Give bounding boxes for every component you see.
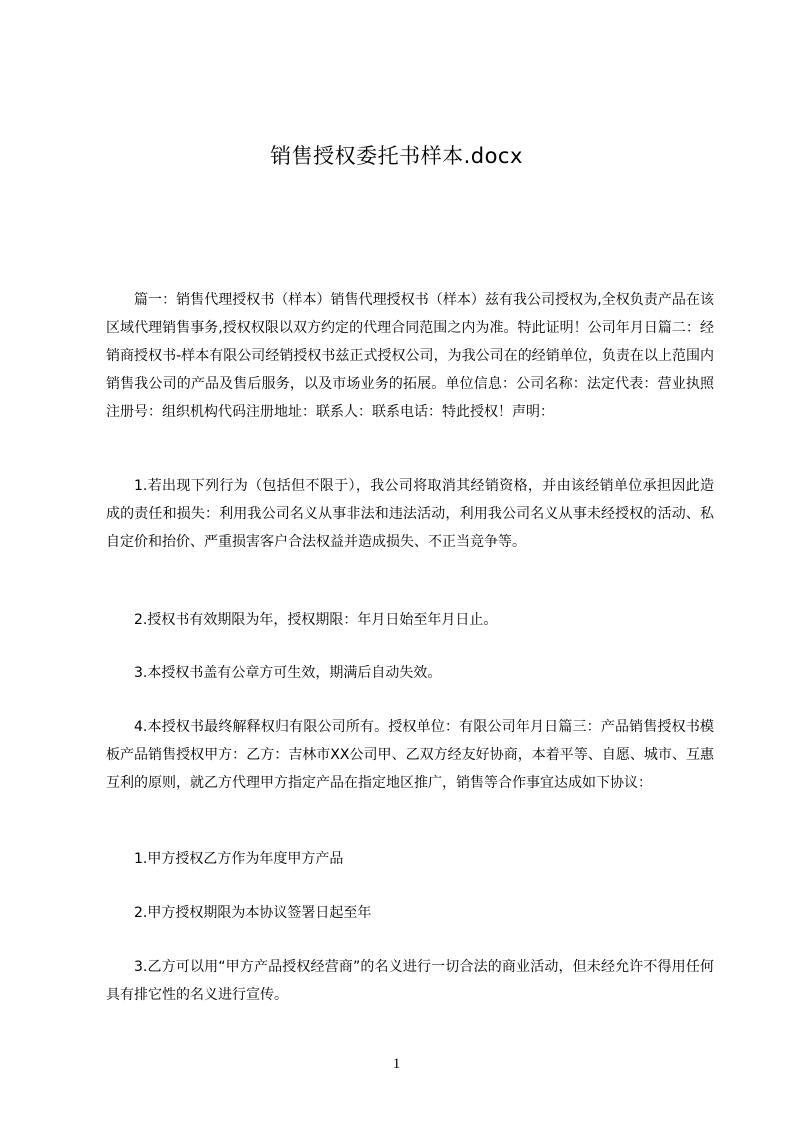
paragraph-item-2: 2.授权书有效期限为年，授权期限：年月日始至年月日止。 — [134, 612, 498, 628]
paragraph-agreement-2: 2.甲方授权期限为本协议签署日起至年 — [134, 905, 372, 921]
paragraph-item-3: 3.本授权书盖有公章方可生效，期满后自动失效。 — [134, 665, 442, 681]
document-title: 销售授权委托书样本.docx — [270, 144, 523, 168]
paragraph-agreement-3: 3.乙方可以用“甲方产品授权经营商”的名义进行一切合法的商业活动，但未经允许不得用任何具有排它性的名义进行宣传。 — [106, 959, 714, 1003]
paragraph-intro: 篇一：销售代理授权书（样本）销售代理授权书（样本）兹有我公司授权为,全权负责产品在该区域代理销售事务,授权权限以双方约定的代理合同范围之内为准。特此证明！公司年月日篇二：经销商授权书-样本有限公司经销授权书兹正式授权公司，为我公司在的经销单位，负责在以上范围内销售我公司的产品及售后服务，以及市场业务的拓展。单位信息：公司名称：法定代表：营业执照注册号：组织机构代码注册地址：联系人：联系电话：特此授权！声明： — [106, 292, 714, 420]
paragraph-item-1: 1.若出现下列行为（包括但不限于），我公司将取消其经销资格，并由该经销单位承担因此造成的责任和损失：利用我公司名义从事非法和违法活动，利用我公司名义从事未经授权的活动、私自定价和抬价、严重损害客户合法权益并造成损失、不正当竞争等。 — [106, 478, 714, 550]
page-number: 1 — [392, 1056, 401, 1072]
paragraph-item-4: 4.本授权书最终解释权归有限公司所有。授权单位：有限公司年月日篇三：产品销售授权书模板产品销售授权甲方：乙方：吉林市XX公司甲、乙双方经友好协商，本着平等、自愿、城市、互惠互利的原则，就乙方代理甲方指定产品在指定地区推广，销售等合作事宜达成如下协议： — [106, 719, 714, 791]
paragraph-agreement-1: 1.甲方授权乙方作为年度甲方产品 — [134, 851, 344, 867]
